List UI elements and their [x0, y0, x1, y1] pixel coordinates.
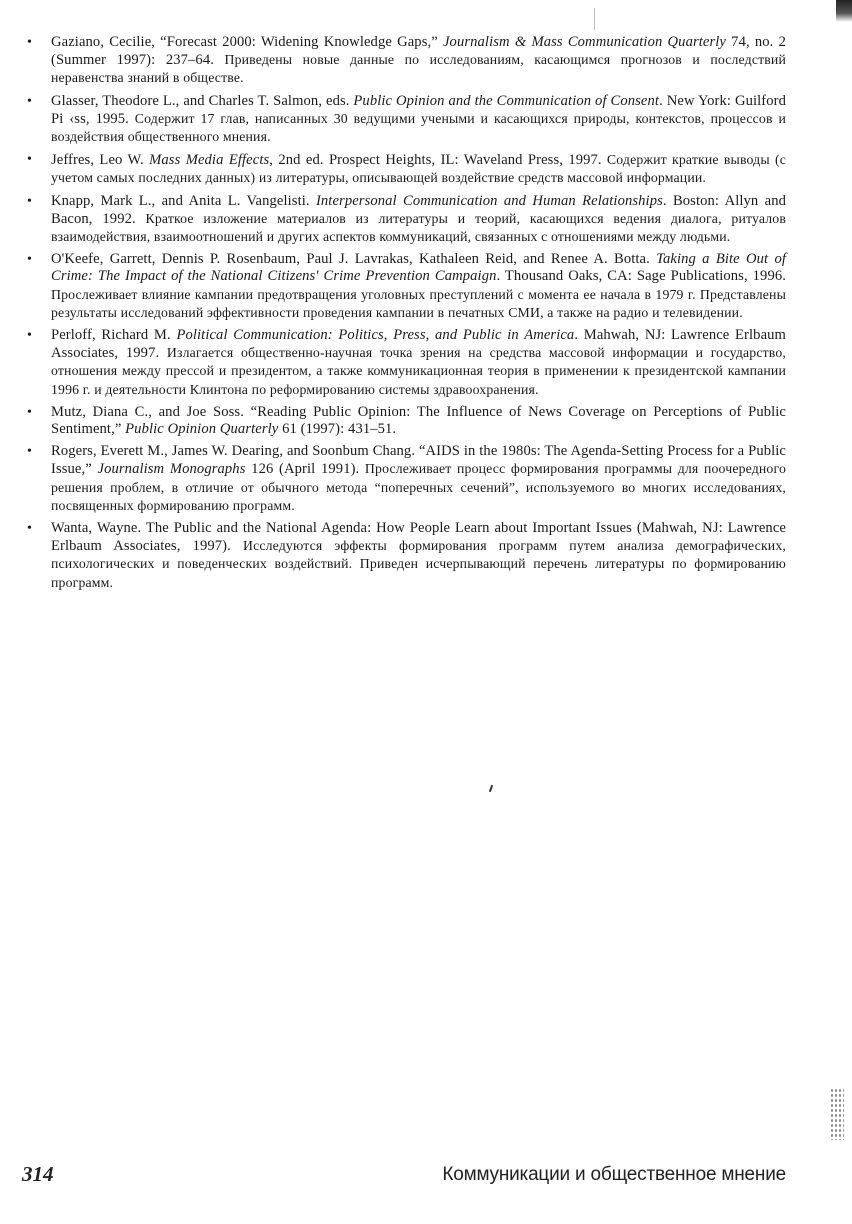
bullet-icon: •: [27, 93, 32, 109]
citation-text: Gaziano, Cecilie, “Forecast 2000: Widening Knowledge Gaps,”: [51, 34, 443, 50]
annotation: Излагается общественно-научная точка зрения на средства массовой информации и государство, отношения между прессой и президентом, а также коммуникационная теория в применении к президентской кампании 1996 г. и деятельности Клинтона по реформированию системы здравоохранения.: [51, 345, 787, 397]
bibliography-entry: [26, 327, 786, 399]
bullet-icon: •: [27, 35, 32, 50]
annotation: Содержит краткие выводы (с учетом самых последних данных) из литературы, описывающей воздействие средств массовой информации.: [51, 152, 786, 186]
citation: [51, 404, 786, 437]
citation-text: O'Keefe, Garrett, Dennis P. Rosenbaum, Paul J. Lavrakas, Kathaleen Reid, and Renee A. Botta.: [51, 251, 657, 268]
scan-artifact: [836, 0, 852, 22]
annotation: Краткое изложение материалов из литературы и теорий, касающихся ведения диалога, ритуалов взаимодействия, взаимоотношений и других аспектов коммуникаций, связанных с отношениями между людьми.: [51, 210, 786, 245]
bibliography-entry: [26, 251, 786, 322]
citation-text: Wanta, Wayne. The Public and the National Agenda: How People Learn about Important Issues (Mahwah, NJ: Lawrence Erlbaum Associates, 1997).: [51, 520, 786, 555]
citation-title: Interpersonal Communication and Human Relationships: [315, 192, 663, 209]
citation-text: Glasser, Theodore L., and Charles T. Salmon, eds.: [51, 92, 354, 109]
citation-title: Taking a Bite Out of Crime: The Impact of the National Citizens' Crime Prevention Campaign: [51, 251, 786, 285]
citation-text: . Boston: Allyn and Bacon, 1992.: [51, 192, 786, 227]
bullet-icon: •: [27, 193, 32, 209]
citation-text: , 2nd ed. Prospect Heights, IL: Waveland Press, 1997.: [269, 152, 602, 169]
annotation: Прослеживает влияние кампании предотвращения уголовных преступлений с момента ее начала в 1979 г. Представлены результаты исследований эффективности проведения кампании в печатных СМИ, а также на радио и телевидении.: [51, 286, 786, 320]
annotation: Приведены новые данные по исследованиям, касающимся прогнозов и последствий неравенства знаний в обществе.: [51, 52, 787, 86]
bibliography-entry: [26, 443, 786, 515]
citation-text: 126 (April 1991).: [245, 461, 360, 478]
scan-artifact: [830, 1088, 844, 1140]
citation-text: . New York: Guilford Pi ‹ss, 1995.: [51, 92, 787, 127]
citation-title: Journalism & Mass Communication Quarterly: [442, 34, 726, 50]
citation-text: Jeffres, Leo W.: [51, 152, 150, 169]
citation-text: Perloff, Richard M.: [51, 327, 177, 344]
bullet-icon: •: [27, 404, 32, 420]
bullet-icon: •: [27, 521, 32, 537]
citation-title: Journalism Monographs: [97, 461, 246, 478]
citation: [51, 152, 602, 168]
annotation: Исследуются эффекты формирования программ путем анализа демографических, психологических и поведенческих воздействий. Приведен исчерпывающий перечень литературы по формированию программ.: [51, 538, 786, 590]
bullet-icon: •: [27, 328, 32, 344]
citation-text: Rogers, Everett M., James W. Dearing, and Soonbum Chang. “AIDS in the 1980s: The Agenda-Setting Process for a Public Issue,”: [51, 443, 786, 478]
citation-title: Political Communication: Politics, Press, and Public in America: [176, 327, 575, 344]
citation: [51, 251, 786, 284]
bullet-icon: •: [27, 152, 32, 168]
citation-text: . Mahwah, NJ: Lawrence Erlbaum Associates, 1997.: [51, 327, 786, 362]
running-title: Коммуникации и общественное мнение: [442, 1164, 786, 1185]
scan-artifact: [489, 785, 493, 792]
bibliography-entry: [26, 193, 786, 247]
bullet-icon: •: [27, 444, 32, 460]
citation-title: Mass Media Effects: [149, 152, 270, 169]
page-number: 314: [22, 1162, 54, 1186]
citation-title: Public Opinion and the Communication of Consent: [353, 92, 660, 109]
citation-text: . Thousand Oaks, CA: Sage Publications, 1996.: [496, 268, 786, 285]
citation-text: 61 (1997): 431–51.: [278, 421, 397, 438]
bibliography-entry: [26, 404, 786, 438]
annotation: Прослеживает процесс формирования программы для поочередного решения проблем, в отличие от обычного метода “поперечных сечений”, используемого во многих исследованиях, посвященных формированию программ.: [51, 461, 786, 513]
scan-artifact: [594, 8, 595, 30]
citation-text: Mutz, Diana C., and Joe Soss. “Reading Public Opinion: The Influence of News Coverage on Perceptions of Public Sentiment,”: [51, 403, 786, 438]
page-footer: [22, 1162, 786, 1190]
bibliography-entry: [26, 520, 786, 592]
annotation: Содержит 17 глав, написанных 30 ведущими учеными и касающихся природы, контекстов, процессов и воздействия общественного мнения.: [51, 110, 786, 145]
bibliography-entry: [26, 34, 786, 88]
citation-title: Public Opinion Quarterly: [125, 421, 279, 438]
bibliography-entry: [26, 151, 786, 187]
citation-text: 74, no. 2 (Summer 1997): 237–64.: [51, 34, 786, 69]
bibliography-entry: [26, 93, 786, 147]
citation-text: Knapp, Mark L., and Anita L. Vangelisti.: [51, 192, 316, 209]
bullet-icon: •: [27, 252, 32, 268]
bibliography-list: [26, 34, 786, 597]
